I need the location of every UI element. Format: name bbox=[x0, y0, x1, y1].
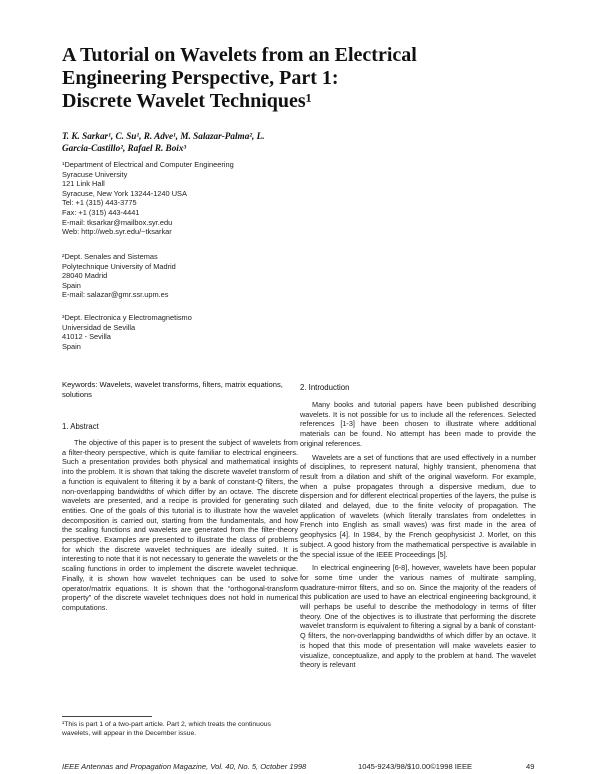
affiliation-line: Syracuse, New York 13244-1240 USA bbox=[62, 188, 187, 198]
affiliation-line: Syracuse University bbox=[62, 169, 128, 179]
page-number: 49 bbox=[526, 762, 535, 771]
introduction-body bbox=[300, 400, 536, 674]
affiliation-web: Web: http://web.syr.edu/~tksarkar bbox=[62, 227, 172, 237]
affiliation-line: Spain bbox=[62, 341, 81, 351]
title-line-1: A Tutorial on Wavelets from an Electrical bbox=[62, 44, 417, 66]
paper-title bbox=[62, 44, 542, 113]
author-list bbox=[62, 130, 362, 154]
affiliation-line: ¹Department of Electrical and Computer Engineering bbox=[62, 160, 234, 169]
abstract-heading: 1. Abstract bbox=[62, 422, 99, 431]
footnote: ¹This is part 1 of a two-part article. Part 2, which treats the continuous wavelets, will appear in the December issue. bbox=[62, 721, 271, 737]
title-line-2: Engineering Perspective, Part 1: bbox=[62, 67, 339, 89]
footer-issn: 1045-9243/98/$10.00©1998 IEEE bbox=[358, 762, 473, 771]
footnote-rule bbox=[62, 716, 152, 717]
affiliation-line: 121 Link Hall bbox=[62, 179, 105, 189]
affiliation-line: ²Dept. Senales and Sistemas bbox=[62, 252, 158, 261]
affiliation-email: E-mail: tksarkar@mailbox.syr.edu bbox=[62, 217, 173, 227]
affiliation-email: E-mail: salazar@gmr.ssr.upm.es bbox=[62, 290, 169, 300]
affiliation-line: Polytechnique University of Madrid bbox=[62, 261, 176, 271]
intro-paragraph-1: Many books and tutorial papers have been published describing wavelets. It is not possible for us to include all the references. Selected references [1-3] have been chosen to illustrate where additional materials can be found. No attempt has been made to provide the original references. bbox=[300, 400, 536, 448]
title-line-3: Discrete Wavelet Techniques¹ bbox=[62, 90, 312, 112]
affiliation-line: 28040 Madrid bbox=[62, 271, 108, 281]
affiliation-madrid bbox=[62, 252, 362, 300]
abstract-paragraph: The objective of this paper is to present the subject of wavelets from a filter-theory perspective, which is quite familiar to electrical engineers. Such a presentation provides both physical and mathematical insights into the problem. It is shown that taking the discrete wavelet transform of a function is equivalent to filtering it by a bank of constant-Q filters, the non-overlapping bandwidths of which differ by an octave. The discrete wavelets are presented, and a recipe is provided for generating such entities. One of the goals of this tutorial is to illustrate how the wavelet decomposition is carried out, starting from the fundamentals, and how the scaling functions and wavelets are generated from the filter-theory perspective. Examples are presented to illustrate the class of problems for which the discrete wavelet techniques are ideally suited. It is interesting to note that it is not necessary to generate the wavelets or the scaling functions in order to implement the discrete wavelet technique. Finally, it is shown how wavelet techniques can be used to solve operator/matrix equations. It is shown that the “orthogonal-transform property” of the discrete wavelet techniques does not hold in numerical computations. bbox=[62, 438, 298, 612]
keywords: Keywords: Wavelets, wavelet transforms, filters, matrix equations, solutions bbox=[62, 380, 283, 399]
intro-paragraph-3: In electrical engineering [6-8], however, wavelets have been popular for some time under the various names of multirate sampling, quadrature-mirror filters, and so on. Since the majority of the readers of this publication are used to have an electrical engineering background, it will perhaps be useful to describe the methodology in terms of filter theory. One of the objectives is to illustrate that performing the discrete wavelet transform is equivalent to filtering a signal by a bank of constant-Q filters, the non-overlapping bandwidths of which differ by an octave. It is hoped that this mode of presentation will make wavelets easier to visualize, conceptualize, and apply to the problem at hand. The wavelet theory is relevant bbox=[300, 563, 536, 670]
footer-journal: IEEE Antennas and Propagation Magazine, Vol. 40, No. 5, October 1998 bbox=[62, 762, 307, 771]
affiliation-syracuse bbox=[62, 160, 362, 237]
affiliation-sevilla bbox=[62, 313, 362, 351]
intro-paragraph-2: Wavelets are a set of functions that are used effectively in a number of disciplines, to represent natural, highly transient, phenomena that result from a dilation and shift of the original waveform. For example, when a pulse propagates through a dispersive medium, due to dispersion and for different electrical properties of the layers, the pulse is dilated and delayed, due to the finite velocity of propagation. The application of wavelets (which literally translates from ondelettes in French into English as small waves) was first made in the area of geophysics [4]. In 1984, by the French geophysicist J. Morlet, on this subject. A good history from the mathematical perspective is available in the special issue of the IEEE Proceedings [5]. bbox=[300, 452, 536, 559]
affiliation-line: 41012 - Sevilla bbox=[62, 332, 111, 342]
affiliation-line: ³Dept. Electronica y Electromagnetismo bbox=[62, 313, 192, 322]
affiliation-line: Fax: +1 (315) 443-4441 bbox=[62, 207, 140, 217]
authors-line-2: Garcia-Castillo², Rafael R. Boix³ bbox=[62, 143, 187, 153]
affiliation-line: Tel: +1 (315) 443-3775 bbox=[62, 198, 137, 208]
introduction-heading: 2. Introduction bbox=[300, 383, 350, 392]
affiliation-line: Universidad de Sevilla bbox=[62, 322, 136, 332]
authors-line-1: T. K. Sarkar¹, C. Su¹, R. Adve¹, M. Salazar-Palma², L. bbox=[62, 131, 265, 141]
affiliation-line: Spain bbox=[62, 280, 81, 290]
abstract-body bbox=[62, 438, 298, 617]
